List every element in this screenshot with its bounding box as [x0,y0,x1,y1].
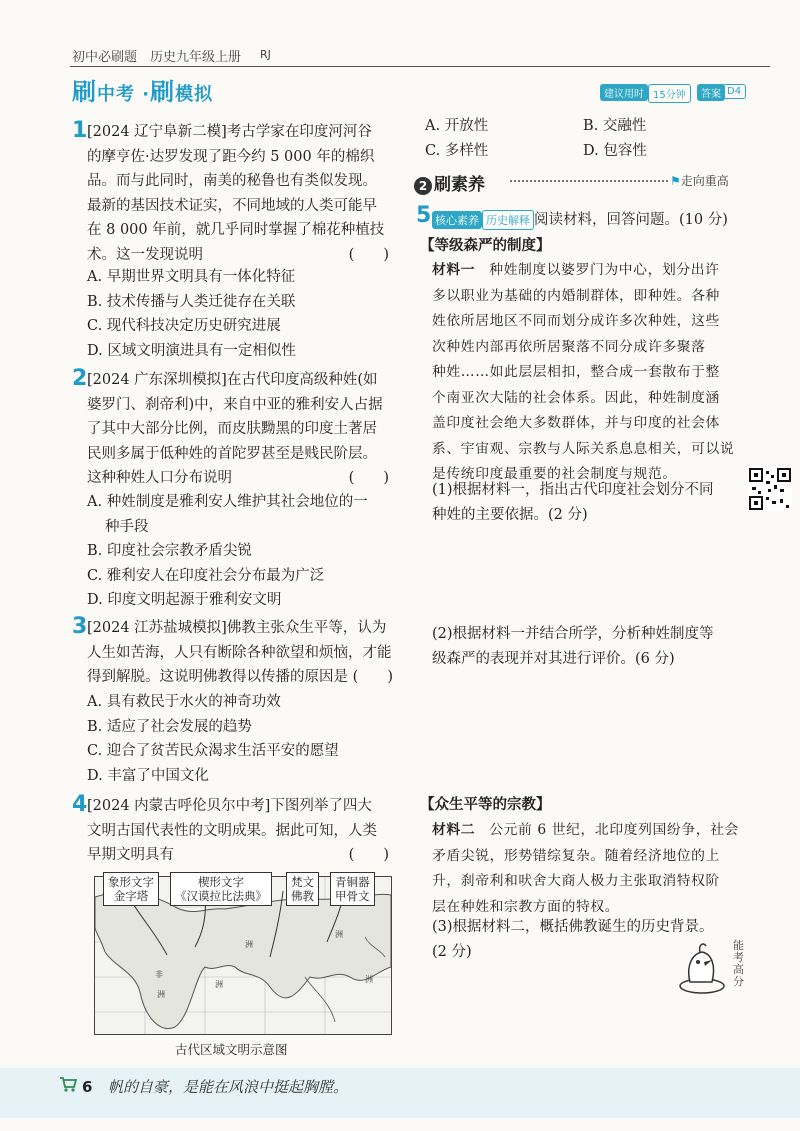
section-title: 2 刷素养 [414,170,485,195]
qr-code-icon[interactable] [748,467,792,511]
q3-answer-blank[interactable]: ( ) [352,669,393,685]
q2-options [87,490,368,613]
page-number: 6 [82,1078,93,1096]
q5-answer-area-1[interactable] [432,530,752,620]
q4-option-d[interactable]: D. 包容性 [583,143,647,159]
q2-answer-blank[interactable]: ( ) [348,470,389,486]
q2-number: 2 [72,366,88,391]
map-label-china: 青铜器 甲骨文 [330,872,375,906]
map-region-label: 洲 [215,980,223,989]
map-region-label: 非 [155,970,163,979]
section-divider [510,180,668,182]
q1-answer-blank[interactable]: ( ) [348,246,389,263]
q1-number: 1 [72,118,88,143]
mascot-bird-icon [672,936,732,1000]
book-title: 历史九年级上册 [150,50,242,65]
answer-label: 答案 [697,84,725,101]
core-literacy-badge: 核心素养 [432,211,482,229]
material-1: 材料一 种姓制度以婆罗门为中心，划分出许 多以职业为基础的内婚制群体，即种姓。各种 姓依所居地区不同而划分成许多次种姓，这些 次种姓内部再依所居聚落不同分成许多聚落 种姓……如此层层相扣，整合成一套散布于整 个南亚次大陆的社会体系。因此，种姓制度涵 盖印度社会绝大多数群体，并与印度的社会体 系、宇宙观、宗教与人际关系息息相关，可以说 是传统印度最重要的社会制度与规范。 [432,262,735,482]
q3-option-b[interactable]: B. 适应了社会发展的趋势 [87,718,252,735]
section-tag: ⚑走向重高 [670,174,729,188]
q3-options [87,690,339,788]
section-brand: 刷中考 ·刷模拟 [72,78,214,106]
map-region-label: 洲 [245,940,253,949]
series-title: 初中必刷题 [72,50,138,65]
q2-option-a[interactable]: A. 种姓制度是雅利安人维护其社会地位的一 [87,494,368,510]
cart-icon [58,1074,78,1098]
q3-stem: [2024 江苏盐城模拟]佛教主张众生平等，认为 人生如苦海，人只有断除各种欲望和烦恼，才能 得到解脱。这说明佛教得以传播的原因是 ( ) [87,616,399,690]
q5-number: 5 [416,203,432,228]
q4-option-a[interactable]: A. 开放性 [425,118,489,134]
q5-intro: 核心素养 历史解释 阅读材料，回答问题。(10 分) [432,208,728,233]
answer-page: D4 [722,84,746,99]
q1-stem: [2024 辽宁阜新二模]考古学家在印度河河谷 的摩亨佐·达罗发现了距今约 5 000 年的棉织 品。而与此同时，南美的秘鲁也有类似发现。 最新的基因技术证实，不同地域的人类可能早 在 8 000 年前，就几乎同时掌握了棉花种植技 术。这一发现说明 ( ) [87,120,399,267]
q2-stem: [2024 广东深圳模拟]在古代印度高级种姓(如 婆罗门、刹帝利)中，来自中亚的雅利安人占据 了其中大部分比例，而皮肤黝黑的印度土著居 民则多属于低种姓的首陀罗甚至是贱民阶层。 这种种姓人口分布说明 ( ) [87,368,399,491]
time-label: 建议用时 [600,84,648,101]
q2-option-d[interactable]: D. 印度文明起源于雅利安文明 [87,592,282,608]
q2-option-b[interactable]: B. 印度社会宗教矛盾尖锐 [87,543,252,559]
q3-number: 3 [72,614,88,639]
time-value: 15分钟 [648,84,691,103]
q4-answer-blank[interactable]: ( ) [348,847,389,863]
map-caption: 古代区域文明示意图 [175,1042,288,1057]
section-circle: 2 [414,177,432,195]
footer-motto: 帆的自豪，是能在风浪中挺起胸膛。 [108,1078,349,1096]
header-rule [70,66,770,67]
map-label-egypt: 象形文字 金字塔 [103,872,159,906]
q4-number: 4 [72,792,88,817]
map-region-label: 洲 [335,930,343,939]
q2-option-a-cont: 种手段 [105,518,149,535]
q4-stem: [2024 内蒙古呼伦贝尔中考]下图列举了四大 文明古国代表性的文明成果。据此可知，人类 早期文明具有 ( ) [87,794,399,868]
edition-label: RJ [260,48,271,61]
q1-options [87,265,296,363]
q3-option-d[interactable]: D. 丰富了中国文化 [87,767,209,784]
q5-heading-1: 【等级森严的制度】 [420,237,551,254]
q1-option-a[interactable]: A. 早期世界文明具有一体化特征 [87,269,296,285]
mascot-caption: 能考高分 [733,939,744,988]
q4-option-b[interactable]: B. 交融性 [583,118,647,134]
q3-option-a[interactable]: A. 具有救民于水火的神奇功效 [87,694,281,710]
history-interpretation-badge: 历史解释 [482,210,534,230]
map-label-india: 梵文 佛教 [286,872,319,906]
q1-option-c[interactable]: C. 现代科技决定历史研究进展 [87,318,281,334]
map-label-babylon: 楔形文字 《汉谟拉比法典》 [170,872,272,906]
q5-sub-1: (1)根据材料一，指出古代印度社会划分不同 种姓的主要依据。(2 分) [432,482,714,523]
flag-icon: ⚑ [670,174,681,188]
q1-option-b[interactable]: B. 技术传播与人类迁徙存在关联 [87,293,296,310]
q2-option-c[interactable]: C. 雅利安人在印度社会分布最为广泛 [87,567,325,584]
map-region-label: 洲 [157,990,165,999]
q3-option-c[interactable]: C. 迎合了贫苦民众渴求生活平安的愿望 [87,743,339,759]
q5-sub-3: (3)根据材料二，概括佛教诞生的历史背景。 (2 分) [432,919,714,960]
q1-option-d[interactable]: D. 区域文明演进具有一定相似性 [87,342,296,359]
material-2: 材料二 公元前 6 世纪，北印度列国纷争，社会 矛盾尖锐，形势错综复杂。随着经济地位的上 升，刹帝利和吠舍大商人极力主张取消特权阶 层在种姓和宗教方面的特权。 [432,822,739,915]
map-region-label: 洲 [365,975,373,984]
q5-sub-2: (2)根据材料一并结合所学，分析种姓制度等 级森严的表现并对其进行评价。(6 分) [432,626,714,667]
q4-options [425,114,755,164]
q5-heading-2: 【众生平等的宗教】 [420,796,551,813]
q4-option-c[interactable]: C. 多样性 [425,143,489,159]
q5-answer-area-2[interactable] [432,672,762,782]
